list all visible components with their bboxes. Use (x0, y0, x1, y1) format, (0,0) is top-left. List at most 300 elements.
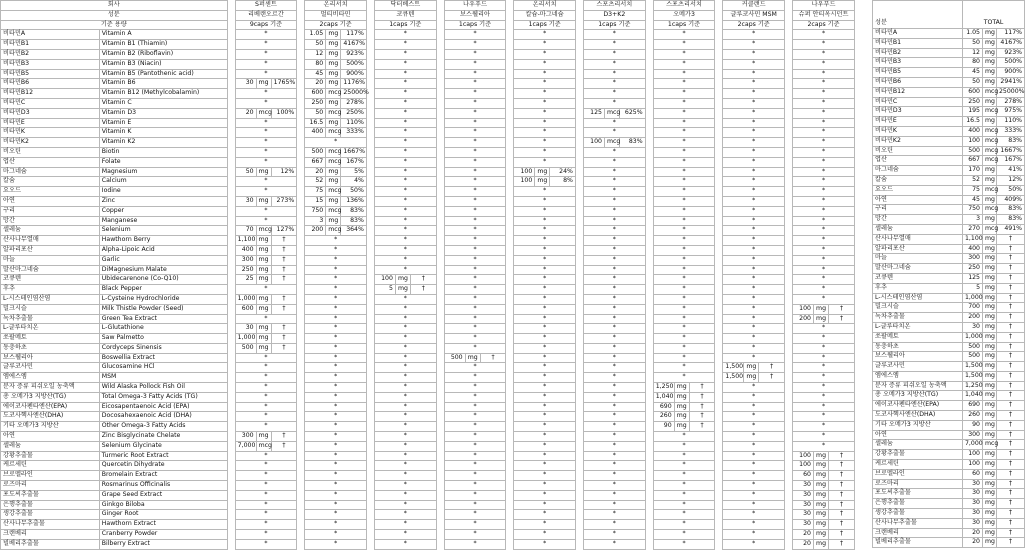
daily-value: † (271, 245, 297, 255)
unit: mg (813, 471, 828, 481)
total-amount: 20 (963, 528, 983, 538)
empty-cell: * (653, 481, 715, 491)
empty-cell: * (235, 373, 297, 383)
daily-value: † (480, 353, 506, 363)
empty-cell: * (375, 461, 437, 471)
empty-cell: * (514, 59, 576, 69)
ingredient-en: Bromelain Extract (99, 471, 227, 481)
amount: 30 (235, 196, 256, 206)
ingredient-ko: 비타민K2 (1, 138, 100, 148)
amount: 12 (305, 49, 326, 59)
ingredient-en: Iodine (99, 187, 227, 197)
empty-cell: * (584, 510, 646, 520)
empty-cell: * (305, 353, 367, 363)
summary-row (873, 244, 1025, 254)
empty-cell: * (444, 530, 506, 540)
empty-cell: * (235, 216, 297, 226)
total-unit: mg (983, 460, 997, 470)
empty-cell: * (375, 471, 437, 481)
empty-cell: * (723, 206, 785, 216)
summary-ingredient: 비타민D3 (873, 107, 963, 117)
total-unit: mcg (983, 107, 997, 117)
empty-cell: * (653, 471, 715, 481)
total-amount: 200 (963, 313, 983, 323)
summary-row (873, 420, 1025, 430)
product-name: 코큐텐 (375, 10, 437, 20)
empty-cell: * (375, 89, 437, 99)
total-unit: mcg (983, 87, 997, 97)
empty-cell: * (723, 422, 785, 432)
unit: mcg (326, 226, 341, 236)
summary-row (873, 68, 1025, 78)
summary-ingredient: 쏘팔메토 (873, 332, 963, 342)
empty-cell: * (375, 69, 437, 79)
total-summary-table (872, 0, 1025, 548)
empty-cell: * (305, 314, 367, 324)
empty-cell: * (375, 128, 437, 138)
unit: mg (465, 353, 480, 363)
empty-cell: * (793, 422, 855, 432)
total-unit: mg (983, 293, 997, 303)
ingredient-ko: 비오틴 (1, 147, 100, 157)
empty-cell: * (584, 187, 646, 197)
ingredient-en: Garlic (99, 255, 227, 265)
empty-cell: * (514, 539, 576, 549)
empty-cell: * (653, 520, 715, 530)
empty-cell: * (653, 49, 715, 59)
empty-cell: * (584, 530, 646, 540)
daily-value: † (759, 363, 785, 373)
summary-total-label: TOTAL (963, 1, 1025, 29)
empty-cell: * (653, 138, 715, 148)
total-unit: mg (983, 273, 997, 283)
summary-row (873, 29, 1025, 39)
table-row (1, 500, 855, 510)
empty-cell: * (375, 265, 437, 275)
unit: mcg (604, 138, 619, 148)
amount: 250 (235, 265, 256, 275)
empty-cell: * (235, 481, 297, 491)
table-row (1, 177, 855, 187)
amount: 1,500 (723, 363, 744, 373)
total-daily-value: † (997, 509, 1025, 519)
product-brand: S퍼센트 (235, 1, 297, 11)
summary-row (873, 77, 1025, 87)
total-amount: 260 (963, 411, 983, 421)
empty-cell: * (375, 138, 437, 148)
summary-row (873, 430, 1025, 440)
total-daily-value: 12% (997, 175, 1025, 185)
total-daily-value: † (997, 273, 1025, 283)
total-unit: mcg (983, 156, 997, 166)
empty-cell: * (375, 363, 437, 373)
empty-cell: * (514, 285, 576, 295)
amount: 1,000 (235, 294, 256, 304)
unit: mg (326, 40, 341, 50)
empty-cell: * (444, 49, 506, 59)
empty-cell: * (584, 422, 646, 432)
table-row (1, 314, 855, 324)
empty-cell: * (235, 98, 297, 108)
empty-cell: * (653, 353, 715, 363)
empty-cell: * (444, 363, 506, 373)
total-amount: 1,040 (963, 391, 983, 401)
unit: mg (326, 216, 341, 226)
ingredient-en: Vitamin B3 (Niacin) (99, 59, 227, 69)
summary-row (873, 185, 1025, 195)
empty-cell: * (793, 245, 855, 255)
daily-value: † (829, 481, 855, 491)
summary-row (873, 293, 1025, 303)
total-amount: 195 (963, 107, 983, 117)
ingredient-en: Copper (99, 206, 227, 216)
daily-value: 278% (341, 98, 367, 108)
amount: 50 (235, 167, 256, 177)
empty-cell: * (584, 343, 646, 353)
total-unit: mg (983, 68, 997, 78)
empty-cell: * (723, 108, 785, 118)
empty-cell: * (723, 138, 785, 148)
empty-cell: * (653, 69, 715, 79)
empty-cell: * (375, 500, 437, 510)
unit: mg (813, 520, 828, 530)
amount: 1,500 (723, 373, 744, 383)
empty-cell: * (653, 441, 715, 451)
summary-ingredient: 글루코사민 (873, 362, 963, 372)
total-daily-value: † (997, 293, 1025, 303)
daily-value: 8% (550, 177, 576, 187)
empty-cell: * (723, 412, 785, 422)
empty-cell: * (444, 216, 506, 226)
empty-cell: * (375, 245, 437, 255)
empty-cell: * (653, 177, 715, 187)
empty-cell: * (235, 451, 297, 461)
amount: 30 (793, 510, 814, 520)
ingredient-ko: 요오드 (1, 187, 100, 197)
total-amount: 7,000 (963, 440, 983, 450)
empty-cell: * (793, 89, 855, 99)
amount: 60 (793, 471, 814, 481)
empty-cell: * (584, 40, 646, 50)
ingredient-ko: 후추 (1, 285, 100, 295)
empty-cell: * (793, 432, 855, 442)
empty-cell: * (584, 245, 646, 255)
ingredient-en: Biotin (99, 147, 227, 157)
summary-row (873, 87, 1025, 97)
total-daily-value: 923% (997, 48, 1025, 58)
summary-ingredient: 구리 (873, 205, 963, 215)
empty-cell: * (444, 187, 506, 197)
empty-cell: * (723, 236, 785, 246)
total-amount: 1,000 (963, 332, 983, 342)
empty-cell: * (723, 275, 785, 285)
total-unit: mg (983, 29, 997, 39)
unit: mg (256, 294, 271, 304)
empty-cell: * (793, 324, 855, 334)
ingredient-ko: 브로멜라인 (1, 471, 100, 481)
unit: mcg (256, 226, 271, 236)
summary-row (873, 136, 1025, 146)
empty-cell: * (793, 373, 855, 383)
empty-cell: * (723, 255, 785, 265)
total-daily-value: 117% (997, 29, 1025, 39)
empty-cell: * (444, 520, 506, 530)
empty-cell: * (584, 441, 646, 451)
product-name: 글루코사민 MSM (723, 10, 785, 20)
daily-value: † (271, 324, 297, 334)
empty-cell: * (723, 539, 785, 549)
ingredient-ko: 비타민B6 (1, 79, 100, 89)
empty-cell: * (444, 236, 506, 246)
daily-value: † (271, 255, 297, 265)
daily-value: 24% (550, 167, 576, 177)
empty-cell: * (584, 314, 646, 324)
ingredient-ko: 분자 증류 피쉬오일 농축액 (1, 383, 100, 393)
empty-cell: * (653, 118, 715, 128)
total-amount: 50 (963, 77, 983, 87)
empty-cell: * (235, 187, 297, 197)
empty-cell: * (444, 304, 506, 314)
table-row (1, 187, 855, 197)
empty-cell: * (514, 520, 576, 530)
amount: 100 (514, 177, 535, 187)
ingredient-ko: 셀레늄 (1, 441, 100, 451)
empty-cell: * (793, 128, 855, 138)
ingredient-en: Ubidecarenone (Co-Q10) (99, 275, 227, 285)
ingredient-ko: 비타민K (1, 128, 100, 138)
total-amount: 3 (963, 215, 983, 225)
table-row (1, 392, 855, 402)
ingredient-label: 성분 (1, 10, 228, 20)
empty-cell: * (235, 539, 297, 549)
empty-cell: * (723, 147, 785, 157)
table-row (1, 294, 855, 304)
summary-row (873, 528, 1025, 538)
empty-cell: * (235, 285, 297, 295)
empty-cell: * (723, 500, 785, 510)
product-basis: 1caps 기준 (653, 20, 715, 30)
amount: 1,100 (235, 236, 256, 246)
amount: 200 (793, 314, 814, 324)
summary-ingredient: 총 오메가3 지방산(TG) (873, 391, 963, 401)
amount: 45 (305, 69, 326, 79)
empty-cell: * (584, 216, 646, 226)
daily-value: 1765% (271, 79, 297, 89)
empty-cell: * (723, 30, 785, 40)
total-unit: mg (983, 371, 997, 381)
summary-row (873, 450, 1025, 460)
empty-cell: * (305, 441, 367, 451)
total-unit: mg (983, 381, 997, 391)
product-brand: 나우푸드 (793, 1, 855, 11)
empty-cell: * (723, 89, 785, 99)
total-amount: 100 (963, 136, 983, 146)
empty-cell: * (305, 383, 367, 393)
summary-row (873, 479, 1025, 489)
empty-cell: * (653, 530, 715, 540)
empty-cell: * (514, 147, 576, 157)
empty-cell: * (793, 196, 855, 206)
table-row (1, 196, 855, 206)
summary-ingredient: L-글루타치온 (873, 322, 963, 332)
amount: 400 (305, 128, 326, 138)
unit: mg (535, 177, 550, 187)
empty-cell: * (375, 177, 437, 187)
basis-label: 기준 용량 (1, 20, 228, 30)
total-daily-value: 83% (997, 205, 1025, 215)
amount: 750 (305, 206, 326, 216)
empty-cell: * (584, 402, 646, 412)
ingredient-en: Folate (99, 157, 227, 167)
daily-value: † (689, 383, 715, 393)
summary-row (873, 381, 1025, 391)
empty-cell: * (444, 392, 506, 402)
empty-cell: * (584, 294, 646, 304)
daily-value: 923% (341, 49, 367, 59)
empty-cell: * (723, 79, 785, 89)
empty-cell: * (793, 412, 855, 422)
summary-row (873, 342, 1025, 352)
summary-row (873, 352, 1025, 362)
empty-cell: * (514, 334, 576, 344)
daily-value: 100% (271, 108, 297, 118)
empty-cell: * (514, 314, 576, 324)
empty-cell: * (793, 441, 855, 451)
empty-cell: * (375, 59, 437, 69)
amount: 25 (235, 275, 256, 285)
total-unit: mcg (983, 126, 997, 136)
total-daily-value: 83% (997, 215, 1025, 225)
empty-cell: * (235, 510, 297, 520)
empty-cell: * (375, 98, 437, 108)
table-row (1, 539, 855, 549)
ingredient-en: Green Tea Extract (99, 314, 227, 324)
empty-cell: * (723, 520, 785, 530)
total-amount: 400 (963, 126, 983, 136)
table-row (1, 245, 855, 255)
ingredient-ko: 비타민B2 (1, 49, 100, 59)
total-daily-value: † (997, 440, 1025, 450)
table-row (1, 275, 855, 285)
ingredient-ko: 빌베리추출물 (1, 539, 100, 549)
empty-cell: * (305, 275, 367, 285)
total-unit: mg (983, 117, 997, 127)
ingredient-ko: 아연 (1, 432, 100, 442)
product-basis: 1caps 기준 (514, 20, 576, 30)
product-brand: 온리서치 (514, 1, 576, 11)
empty-cell: * (514, 236, 576, 246)
amount: 690 (653, 402, 674, 412)
empty-cell: * (584, 461, 646, 471)
empty-cell: * (653, 147, 715, 157)
total-daily-value: 333% (997, 126, 1025, 136)
summary-row (873, 205, 1025, 215)
amount: 100 (793, 451, 814, 461)
empty-cell: * (375, 157, 437, 167)
empty-cell: * (584, 324, 646, 334)
amount: 667 (305, 157, 326, 167)
total-daily-value: 110% (997, 117, 1025, 127)
unit: mcg (326, 108, 341, 118)
empty-cell: * (305, 236, 367, 246)
header-row-name (1, 10, 855, 20)
amount: 200 (305, 226, 326, 236)
amount: 30 (235, 79, 256, 89)
ingredient-en: Selenium Glycinate (99, 441, 227, 451)
unit: mg (395, 275, 410, 285)
amount: 20 (305, 79, 326, 89)
amount: 52 (305, 177, 326, 187)
empty-cell: * (723, 226, 785, 236)
empty-cell: * (514, 422, 576, 432)
summary-row (873, 264, 1025, 274)
summary-ingredient: 비타민B5 (873, 68, 963, 78)
amount: 500 (235, 343, 256, 353)
empty-cell: * (653, 236, 715, 246)
empty-cell: * (653, 451, 715, 461)
table-row (1, 441, 855, 451)
ingredient-en: Docosahexaenoic Acid (DHA) (99, 412, 227, 422)
table-row (1, 226, 855, 236)
summary-row (873, 401, 1025, 411)
empty-cell: * (444, 324, 506, 334)
daily-value: 364% (341, 226, 367, 236)
unit: mg (744, 373, 759, 383)
table-row (1, 147, 855, 157)
daily-value: † (271, 236, 297, 246)
unit: mcg (326, 128, 341, 138)
empty-cell: * (793, 98, 855, 108)
unit: mg (813, 461, 828, 471)
daily-value: 117% (341, 30, 367, 40)
total-amount: 16.5 (963, 117, 983, 127)
table-row (1, 353, 855, 363)
amount: 50 (305, 40, 326, 50)
summary-ingredient: 알파리포산 (873, 244, 963, 254)
empty-cell: * (653, 294, 715, 304)
total-unit: mg (983, 509, 997, 519)
total-daily-value: † (997, 332, 1025, 342)
total-unit: mg (983, 499, 997, 509)
total-amount: 1,100 (963, 234, 983, 244)
table-row (1, 30, 855, 40)
empty-cell: * (444, 285, 506, 295)
empty-cell: * (305, 412, 367, 422)
empty-cell: * (584, 89, 646, 99)
amount: 70 (235, 226, 256, 236)
total-unit: mg (983, 322, 997, 332)
empty-cell: * (793, 334, 855, 344)
empty-cell: * (653, 539, 715, 549)
empty-cell: * (723, 334, 785, 344)
ingredient-en: Zinc Bisglycinate Chelate (99, 432, 227, 442)
summary-row (873, 48, 1025, 58)
summary-ingredient: 산사나무추출물 (873, 518, 963, 528)
summary-ingredient: 망간 (873, 215, 963, 225)
table-row (1, 157, 855, 167)
unit: mg (326, 49, 341, 59)
empty-cell: * (723, 245, 785, 255)
total-amount: 12 (963, 48, 983, 58)
total-daily-value: † (997, 479, 1025, 489)
empty-cell: * (793, 167, 855, 177)
unit: mg (326, 69, 341, 79)
unit: mg (813, 530, 828, 540)
empty-cell: * (235, 40, 297, 50)
empty-cell: * (584, 59, 646, 69)
daily-value: † (271, 294, 297, 304)
ingredient-ko: 비타민B5 (1, 69, 100, 79)
